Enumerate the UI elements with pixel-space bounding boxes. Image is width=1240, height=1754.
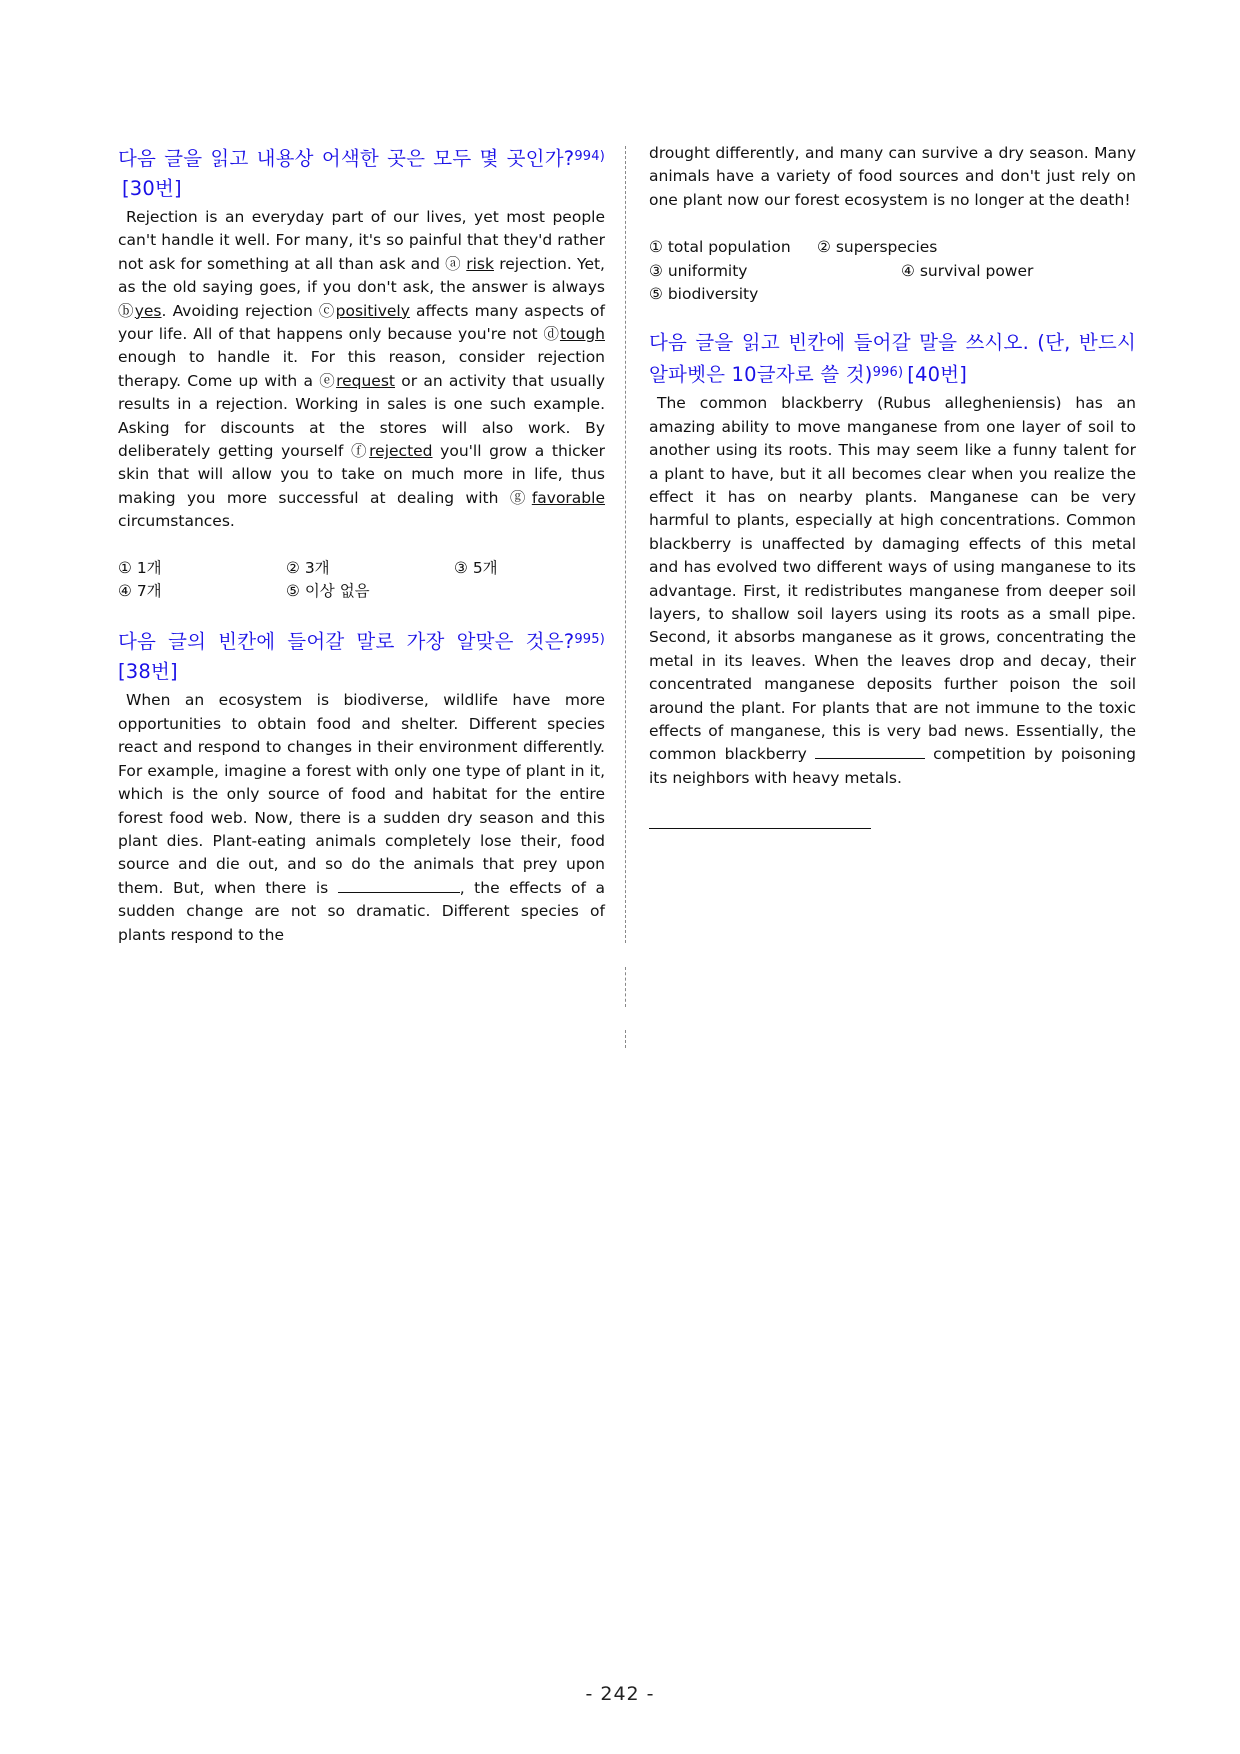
choice-4[interactable]: ④ survival power: [901, 261, 1034, 280]
underlined-word-f: rejected: [369, 442, 433, 461]
question-number: [30번]: [122, 177, 182, 200]
marker-b: ⓑ: [118, 301, 135, 320]
question-text: 다음 글을 읽고 내용상 어색한 곳은 모두 몇 곳인가?: [118, 147, 575, 170]
right-column: [649, 142, 1136, 829]
answer-choices: [118, 557, 605, 604]
question-title: [649, 328, 1136, 390]
answer-blank: [338, 877, 460, 893]
question-title: [118, 142, 605, 204]
answer-blank: [815, 743, 925, 759]
question-994: [118, 142, 605, 603]
passage: When an ecosystem is biodiverse, wildlife have more opportunities to obtain food and shelter. Different species react and respond to changes in their environment differently. For example, imagine a forest with only one type of plant in it, which is the only source of food and habitat for the entire forest food web. Now, there is a sudden dry season and this plant dies. Plant-eating animals completely lose their, food source and die out, and so do the animals that prey upon them. But, when there is , the effects of a sudden change are not so dramatic. Different species of plants respond to the: [118, 691, 606, 944]
left-column: [118, 142, 605, 947]
choice-5[interactable]: ⑤ 이상 없음: [286, 582, 370, 601]
choice-3[interactable]: ③ uniformity: [649, 261, 748, 280]
page-number: - 242 -: [585, 1683, 655, 1705]
choice-1[interactable]: ① total population: [649, 238, 791, 257]
footnote-marker: 995): [574, 632, 605, 648]
passage: Rejection is an everyday part of our lives, yet most people can't handle it well. For many, it's so painful that they'd rather not ask for something at all than ask and ⓐ risk rejection. Yet, as the old saying goes, if you don't ask, the answer is always ⓑyes. Avoiding rejection ⓒpositively affects many aspects of your life. All of that happens only because you're not ⓓtough enough to handle it. For this reason, consider rejection therapy. Come up with a ⓔrequest or an activity that usually results in a rejection. Working in sales is one such example. Asking for discounts at the stores will also work. By deliberately getting yourself ⓕrejected you'll grow a thicker skin that will allow you to take on much more in life, thus making you more successful at dealing with ⓖfavorable circumstances.: [118, 208, 605, 531]
marker-a: ⓐ: [445, 254, 461, 273]
passage: The common blackberry (Rubus allegheniensis) has an amazing ability to move manganese from one layer of soil to another using its roots. This may seem like a funny talent for a plant to have, but it all becomes clear when you realize the effect it has on nearby plants. Manganese can be very harmful to plants, especially at high concentrations. Common blackberry is unaffected by damaging effects of this metal and has evolved two different ways of using manganese to its advantage. First, it redistributes manganese from deeper soil layers, to shallow soil layers using its roots as a small pipe. Second, it absorbs manganese as it grows, concentrating the metal in its leaves. When the leaves drop and decay, their concentrated manganese deposits further poison the soil around the plant. For plants that are not immune to the toxic effects of manganese, this is very bad news. Essentially, the common blackberry competition by poisoning its neighbors with heavy metals.: [649, 394, 1136, 787]
choice-2[interactable]: ② 3개: [286, 558, 330, 577]
choice-1[interactable]: ① 1개: [118, 558, 162, 577]
underlined-word-d: tough: [559, 325, 605, 344]
question-995: [118, 625, 605, 946]
column-divider: [625, 146, 626, 943]
marker-d: ⓓ: [543, 325, 560, 344]
underlined-word-a: risk: [466, 254, 494, 273]
marker-c: ⓒ: [318, 301, 336, 320]
marker-g: ⓖ: [509, 488, 532, 507]
question-title: [118, 625, 605, 687]
underlined-word-g: favorable: [531, 488, 605, 507]
underlined-word-c: positively: [335, 301, 410, 320]
marker-e: ⓔ: [319, 371, 337, 390]
footnote-marker: 994): [574, 149, 605, 164]
footnote-marker: 996): [872, 365, 904, 381]
answer-choices: [649, 236, 1136, 306]
question-text: 다음 글을 읽고 빈칸에 들어갈 말을 쓰시오. (단, 반드시 알파벳은 10글자로 쓸 것): [649, 331, 1136, 387]
column-divider: [625, 967, 626, 1007]
column-divider: [625, 1030, 626, 1048]
underlined-word-b: yes: [134, 301, 162, 320]
choice-2[interactable]: ② superspecies: [817, 238, 938, 257]
marker-f: ⓕ: [350, 442, 370, 461]
answer-write-line[interactable]: [649, 828, 871, 829]
question-number: [38번]: [118, 660, 178, 684]
choice-3[interactable]: ③ 5개: [454, 558, 498, 577]
passage-continued: drought differently, and many can survive a dry season. Many animals have a variety of food sources and don't just rely on one plant now our forest ecosystem is no longer at the death!: [649, 144, 1136, 209]
question-text: 다음 글의 빈칸에 들어갈 말로 가장 알맞은 것은?: [118, 630, 575, 654]
underlined-word-e: request: [336, 371, 395, 390]
question-996: [649, 328, 1136, 829]
choice-4[interactable]: ④ 7개: [118, 582, 162, 601]
question-number: [40번]: [907, 363, 968, 387]
choice-5[interactable]: ⑤ biodiversity: [649, 285, 759, 303]
